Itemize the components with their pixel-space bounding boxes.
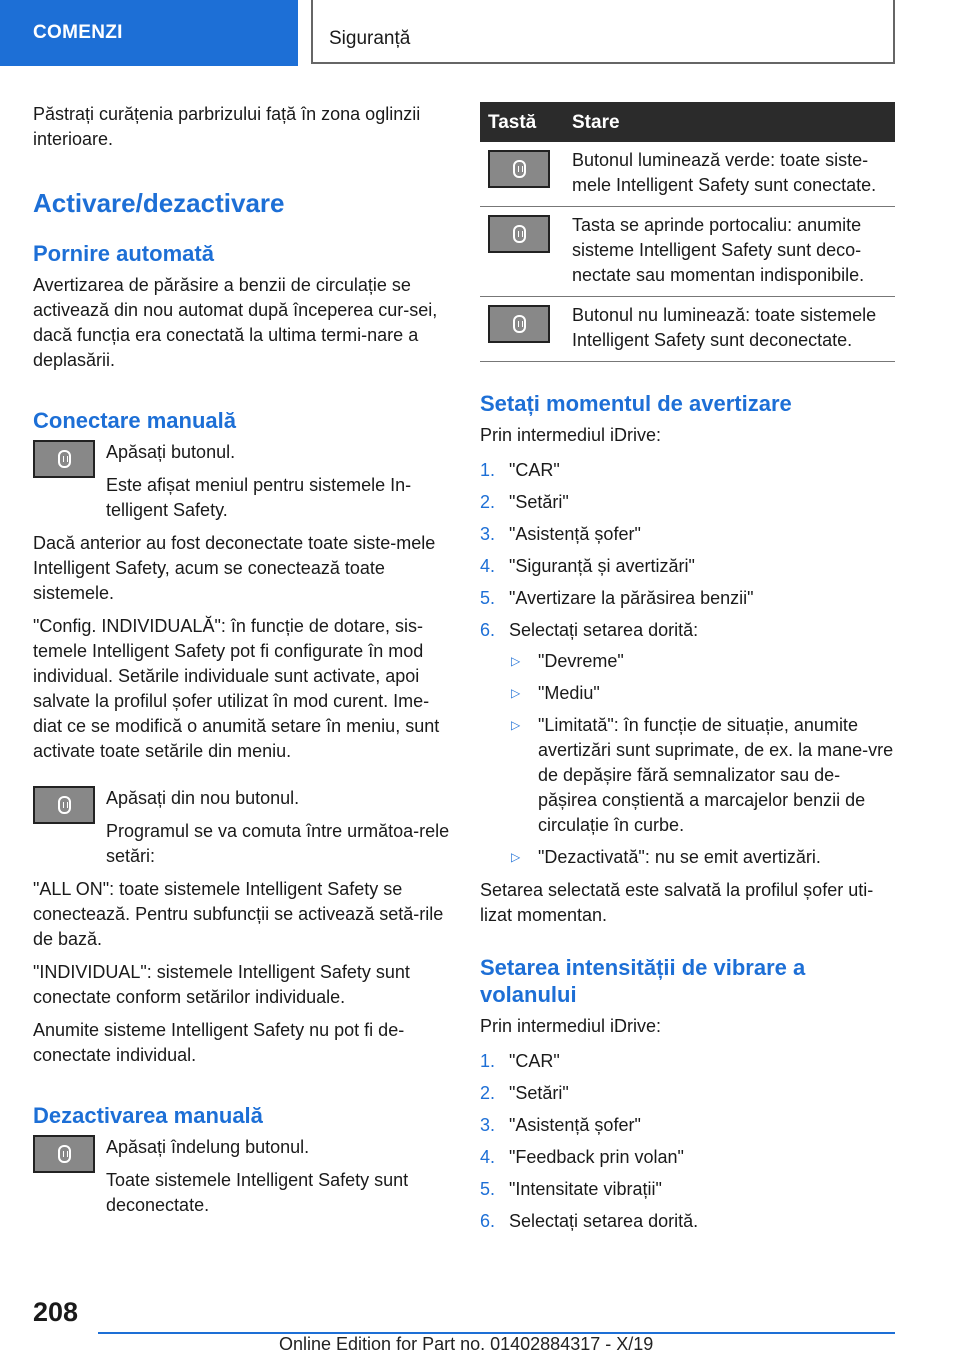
step-number: 2.	[480, 1083, 496, 1103]
step-text: "Setări"	[509, 492, 569, 512]
heading-auto-start: Pornire automată	[33, 241, 214, 266]
list-item	[480, 1209, 895, 1234]
chapter-tab	[0, 0, 298, 66]
table-header-status: Stare	[564, 102, 895, 142]
step-text: "Asistență șofer"	[509, 1115, 641, 1135]
section-label: Siguranță	[329, 28, 411, 49]
table-status-cell: Butonul nu luminează: toate sistemele Intelligent Safety sunt deconectate.	[564, 297, 895, 362]
all-on-text: "ALL ON": toate sistemele Intelligent Safety se conectează. Pentru subfuncții se activează setă-rile de bază.	[33, 879, 444, 949]
intelligent-safety-button-icon	[58, 1145, 71, 1163]
list-item: ▷ "Devreme"	[509, 649, 895, 674]
heading-vibration: Setarea intensității de vibrare a volanului	[480, 955, 806, 1007]
table-header-key: Tastă	[480, 102, 564, 142]
prev-off-text: Dacă anterior au fost deconectate toate siste-mele Intelligent Safety, acum se conectează toate sistemele.	[33, 533, 436, 603]
list-item	[480, 1081, 895, 1106]
section-header	[311, 0, 895, 64]
via-idrive-text: Prin intermediul iDrive:	[480, 425, 662, 445]
key-instruction-press-long	[33, 1135, 453, 1218]
saved-text: Setarea selectată este salvată la profilul șofer uti-lizat momentan.	[480, 880, 874, 925]
heading-manual-off: Dezactivarea manuală	[33, 1103, 263, 1128]
step-text: "Avertizare la părăsirea benzii"	[509, 588, 754, 608]
list-item	[480, 490, 895, 515]
step-number: 3.	[480, 1115, 496, 1135]
step-number: 2.	[480, 492, 496, 512]
via-idrive-text-2: Prin intermediul iDrive:	[480, 1016, 662, 1036]
step-number: 4.	[480, 1147, 496, 1167]
config-text: "Config. INDIVIDUALĂ": în funcție de dotare, sis-temele Intelligent Safety pot fi configurate în mod individual. Setările individuale sunt activate, apoi salvate la profilul șofer utilizat în mod curent. Ime-diat ce se modifică o anumită setare în meniu, sunt activate toate setările din meniu.	[33, 616, 440, 761]
left-column	[33, 102, 453, 1226]
list-item	[480, 618, 895, 870]
step-number: 5.	[480, 588, 496, 608]
table-key-cell	[480, 142, 564, 207]
press-again-text: Apăsați din nou butonul.	[106, 788, 300, 808]
heading-activate: Activare/dezactivare	[33, 188, 285, 218]
step-number: 6.	[480, 1211, 496, 1231]
press-long-text: Apăsați îndelung butonul.	[106, 1137, 310, 1157]
safety-key-image	[33, 1135, 95, 1173]
intelligent-safety-button-icon	[513, 225, 526, 243]
list-item	[480, 586, 895, 611]
list-item	[480, 1049, 895, 1074]
heading-manual-on: Conectare manuală	[33, 408, 236, 433]
table-row	[480, 207, 895, 297]
step-number: 1.	[480, 460, 496, 480]
safety-key-image	[488, 215, 550, 253]
key-instruction-press	[33, 440, 453, 523]
footer-edition: Online Edition for Part no. 01402884317 - X/19	[279, 1334, 654, 1354]
intelligent-safety-button-icon	[58, 796, 71, 814]
list-item	[480, 554, 895, 579]
menu-shown-text: Este afișat meniul pentru sistemele In-telligent Safety.	[106, 475, 412, 520]
warning-steps-list	[480, 458, 895, 870]
step-text: "CAR"	[509, 1051, 560, 1071]
table-row	[480, 297, 895, 362]
intro-text: Păstrați curățenia parbrizului față în zona oglinzii interioare.	[33, 104, 421, 149]
options-list	[509, 649, 895, 870]
step-number: 5.	[480, 1179, 496, 1199]
list-item: ▷ "Limitată": în funcție de situație, anumite avertizări sunt suprimate, de ex. la mane-vre de depășire fără semnalizator sau de-pășirea conștientă a marcajelor benzii de circulație în curbe.	[509, 713, 895, 838]
safety-key-image	[33, 786, 95, 824]
auto-start-text: Avertizarea de părăsire a benzii de circulație se activează din nou automat după începerea cur-sei, dacă funcția era conectată la ultima termi-nare a deplasării.	[33, 275, 438, 370]
table-key-cell	[480, 297, 564, 362]
list-item	[480, 1177, 895, 1202]
step-text: "Siguranță și avertizări"	[509, 556, 695, 576]
safety-key-image	[33, 440, 95, 478]
right-column	[480, 102, 895, 1242]
table-key-cell	[480, 207, 564, 297]
step-text: Selectați setarea dorită.	[509, 1211, 699, 1231]
step-text: "CAR"	[509, 460, 560, 480]
step-text: "Feedback prin volan"	[509, 1147, 684, 1167]
individual-text: "INDIVIDUAL": sistemele Intelligent Safety sunt conectate conform setărilor individuale.	[33, 962, 410, 1007]
table-status-cell: Tasta se aprinde portocaliu: anumite sisteme Intelligent Safety sunt deco-nectate sau momentan indisponibile.	[564, 207, 895, 297]
intelligent-safety-button-icon	[513, 160, 526, 178]
step-number: 6.	[480, 620, 496, 640]
step-number: 1.	[480, 1051, 496, 1071]
key-status-table	[480, 102, 895, 362]
chapter-label: COMENZI	[33, 22, 123, 43]
table-header-row	[480, 102, 895, 142]
key-instruction-press-again	[33, 786, 453, 869]
list-item: ▷ "Mediu"	[509, 681, 895, 706]
intelligent-safety-button-icon	[513, 315, 526, 333]
table-status-cell: Butonul luminează verde: toate siste-mele Intelligent Safety sunt conectate.	[564, 142, 895, 207]
page-number: 208	[33, 1297, 79, 1327]
step-text: "Asistență șofer"	[509, 524, 641, 544]
list-item	[480, 522, 895, 547]
press-text: Apăsați butonul.	[106, 442, 236, 462]
step-number: 4.	[480, 556, 496, 576]
all-off-text: Toate sistemele Intelligent Safety sunt deconectate.	[106, 1170, 409, 1215]
list-item	[480, 1145, 895, 1170]
table-row	[480, 142, 895, 207]
list-item	[480, 458, 895, 483]
heading-warning-time: Setați momentul de avertizare	[480, 391, 792, 416]
toggle-text: Programul se va comuta între următoa-rele setări:	[106, 821, 450, 866]
intelligent-safety-button-icon	[58, 450, 71, 468]
safety-key-image	[488, 150, 550, 188]
step-number: 3.	[480, 524, 496, 544]
step-text: "Intensitate vibrații"	[509, 1179, 662, 1199]
vibration-steps-list	[480, 1049, 895, 1234]
list-item	[480, 1113, 895, 1138]
step-text: Selectați setarea dorită:	[509, 620, 699, 640]
some-systems-text: Anumite sisteme Intelligent Safety nu pot fi de-conectate individual.	[33, 1020, 405, 1065]
step-text: "Setări"	[509, 1083, 569, 1103]
safety-key-image	[488, 305, 550, 343]
list-item: ▷ "Dezactivată": nu se emit avertizări.	[509, 845, 895, 870]
